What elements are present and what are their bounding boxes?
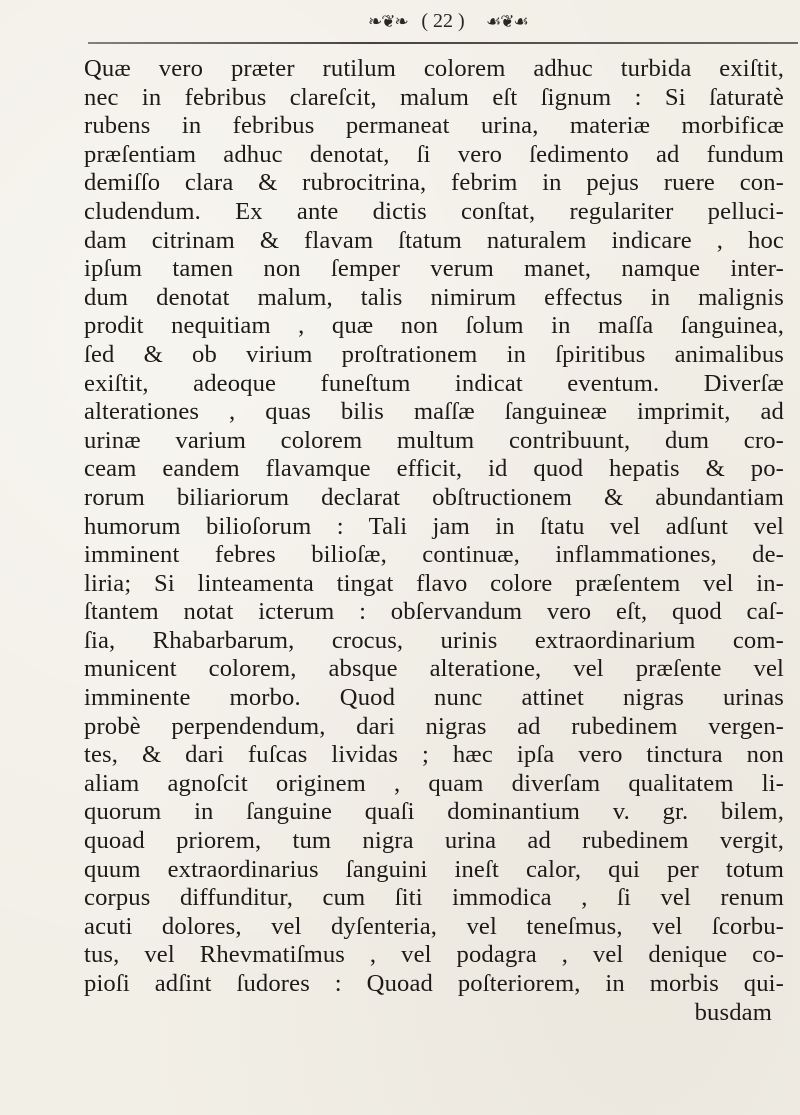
page-header xyxy=(0,10,800,46)
text-line: alterationes , quas bilis maſſæ ſanguineæ imprimit, ad xyxy=(84,398,784,426)
catchword: busdam xyxy=(694,998,772,1026)
text-line: prodit nequitiam , quæ non ſolum in maſſa ſanguinea, xyxy=(84,312,784,340)
text-line: ſia, Rhabarbarum, crocus, urinis extraordinarium com- xyxy=(84,626,784,654)
header-rule xyxy=(88,42,798,44)
left-ornament-icon: ❧❦❧ xyxy=(368,12,408,32)
text-line: aliam agnoſcit originem , quam diverſam qualitatem li- xyxy=(84,769,784,797)
text-line: quum extraordinarius ſanguini ineſt calor, qui per totum xyxy=(84,855,784,883)
text-line: liria; Si linteamenta tingat flavo colore præſentem vel in- xyxy=(84,569,784,597)
text-line: corpus diffunditur, cum ſiti immodica , ſi vel renum xyxy=(84,884,784,912)
text-line: cludendum. Ex ante dictis conſtat, regulariter pelluci- xyxy=(84,197,784,225)
text-line: imminente morbo. Quod nunc attinet nigras urinas xyxy=(84,684,784,712)
page-number: ( 22 ) xyxy=(421,10,465,32)
text-line: urinæ varium colorem multum contribuunt, dum cro- xyxy=(84,426,784,454)
text-line: ſtantem notat icterum : obſervandum vero eſt, quod caſ- xyxy=(84,598,784,626)
text-line: municent colorem, absque alteratione, vel præſente vel xyxy=(84,655,784,683)
text-line: tus, vel Rhevmatiſmus , vel podagra , vel denique co- xyxy=(84,941,784,969)
text-line: quoad priorem, tum nigra urina ad rubedinem vergit, xyxy=(84,827,784,855)
text-line: humorum bilioſorum : Tali jam in ſtatu vel adſunt vel xyxy=(84,512,784,540)
body-text xyxy=(84,55,784,1027)
text-line: Quæ vero præter rutilum colorem adhuc turbida exiſtit, xyxy=(84,55,784,82)
text-line: rorum biliariorum declarat obſtructionem & abundantiam xyxy=(84,483,784,511)
text-line: nec in febribus clareſcit, malum eſt ſignum : Si ſaturatè xyxy=(84,83,784,111)
right-ornament-icon: ☙❦☙ xyxy=(486,12,528,32)
text-line: acuti dolores, vel dyſenteria, vel teneſmus, vel ſcorbu- xyxy=(84,912,784,940)
text-line: dum denotat malum, talis nimirum effectus in malignis xyxy=(84,283,784,311)
text-line: demiſſo clara & rubrocitrina, febrim in pejus ruere con- xyxy=(84,169,784,197)
text-line: tes, & dari fuſcas lividas ; hæc ipſa vero tinctura non xyxy=(84,741,784,769)
text-line: præſentiam adhuc denotat, ſi vero ſedimento ad fundum xyxy=(84,140,784,168)
text-line: rubens in febribus permaneat urina, materiæ morbificæ xyxy=(84,112,784,140)
text-line: probè perpendendum, dari nigras ad rubedinem vergen- xyxy=(84,712,784,740)
text-line: quorum in ſanguine quaſi dominantium v. gr. bilem, xyxy=(84,798,784,826)
text-line: ſed & ob virium proſtrationem in ſpiritibus animalibus xyxy=(84,340,784,368)
text-line: imminent febres bilioſæ, continuæ, inflammationes, de- xyxy=(84,541,784,569)
text-line: dam citrinam & flavam ſtatum naturalem indicare , hoc xyxy=(84,226,784,254)
text-line: pioſi adſint ſudores : Quoad poſteriorem, in morbis qui- xyxy=(84,970,784,997)
text-line: ceam eandem flavamque efficit, id quod hepatis & po- xyxy=(84,455,784,483)
text-line: ipſum tamen non ſemper verum manet, namque inter- xyxy=(84,255,784,283)
text-line: exiſtit, adeoque funeſtum indicat eventum. Diverſæ xyxy=(84,369,784,397)
